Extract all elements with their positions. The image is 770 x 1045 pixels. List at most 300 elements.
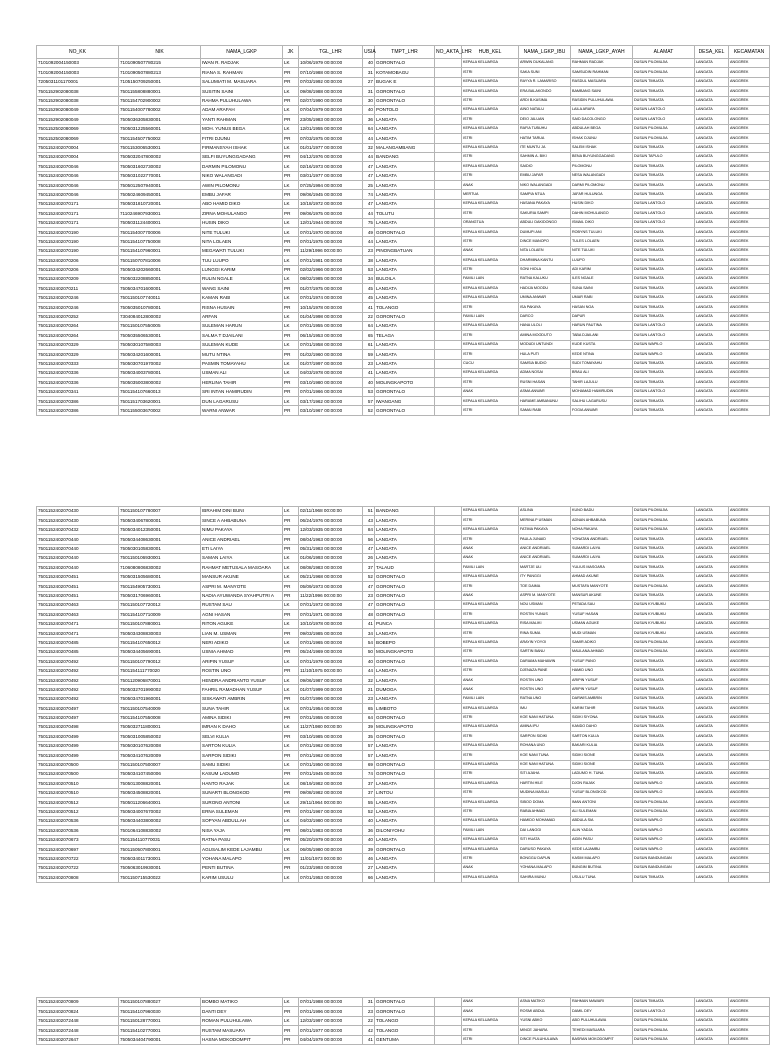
table-cell: LANGATA bbox=[695, 694, 729, 703]
table-cell: NIKO WALANGADI bbox=[201, 171, 283, 180]
table-cell: 07/01/1953 00:00:00 bbox=[299, 873, 363, 882]
table-cell: 7505011206640001 bbox=[119, 798, 201, 807]
table-cell: DAPUR bbox=[571, 312, 633, 321]
table-cell: 01/07/1975 00:00:00 bbox=[299, 284, 363, 293]
table-cell: 7501152402070386 bbox=[37, 406, 119, 415]
table-cell: HENDRA ANDRIANTO YUSUF bbox=[201, 676, 283, 685]
column-header: NO_AKTA_LHR bbox=[435, 46, 462, 59]
table-cell: MOLINGKAPOTO bbox=[375, 647, 435, 656]
table-row bbox=[37, 218, 770, 227]
table-cell: RASIDIN PULUHULAWA bbox=[571, 96, 633, 105]
table-cell: ANGGREK bbox=[729, 666, 770, 675]
table-cell: DAHIN MOHULANGO bbox=[571, 209, 633, 218]
table-cell: KUDE KUSTA bbox=[571, 340, 633, 349]
table-cell: 7501151703620001 bbox=[119, 397, 201, 406]
record-section-3 bbox=[36, 997, 770, 1045]
table-cell: ANGGREK bbox=[729, 134, 770, 143]
table-cell bbox=[435, 619, 462, 628]
table-cell: LANGATA bbox=[695, 751, 729, 760]
table-cell: LK bbox=[283, 638, 299, 647]
table-cell: 7501064108830002 bbox=[119, 826, 201, 835]
table-cell bbox=[435, 143, 462, 152]
table-cell bbox=[435, 610, 462, 619]
table-cell: 7501154107650012 bbox=[119, 638, 201, 647]
table-cell: ADI KARIM bbox=[571, 265, 633, 274]
table-cell: 7501152402070211 bbox=[37, 284, 119, 293]
table-cell: GORONTALO bbox=[375, 610, 435, 619]
table-cell: LANGATA bbox=[375, 751, 435, 760]
table-cell: LANGATA bbox=[695, 741, 729, 750]
table-cell: LANGATA bbox=[695, 638, 729, 647]
table-cell: ISA PAKAYA bbox=[519, 303, 571, 312]
table-cell: BRAU ALI bbox=[571, 368, 633, 377]
table-cell: 37 bbox=[363, 788, 375, 797]
table-cell: PR bbox=[283, 265, 299, 274]
table-cell: USMAN AGUKE bbox=[571, 619, 633, 628]
table-cell: RATNA UNO bbox=[519, 694, 571, 703]
column-header: NIK bbox=[119, 46, 201, 59]
table-cell: ANICE ANDRIAEL bbox=[201, 535, 283, 544]
table-cell: 64 bbox=[363, 713, 375, 722]
table-cell: LK bbox=[283, 293, 299, 302]
table-cell: PR bbox=[283, 835, 299, 844]
table-cell bbox=[435, 105, 462, 114]
table-cell: ANGGREK bbox=[729, 572, 770, 581]
table-cell: PETADA SAU bbox=[571, 600, 633, 609]
table-cell: ISTRI bbox=[462, 115, 519, 124]
table-cell: LANGATA bbox=[695, 816, 729, 825]
table-cell: FATIMA PAKAYA bbox=[519, 525, 571, 534]
table-cell: 7501152402070206 bbox=[37, 256, 119, 265]
table-cell: BULOILA bbox=[375, 274, 435, 283]
table-cell: SRI INTAN HAMIRUDIN bbox=[201, 387, 283, 396]
table-cell: DARIAMA MAHAWIN bbox=[519, 657, 571, 666]
table-cell: 7501152402070809 bbox=[37, 998, 119, 1007]
table-cell: 7501152402070329 bbox=[37, 340, 119, 349]
table-cell: 05/24/1969 00:00:00 bbox=[299, 647, 363, 656]
table-row bbox=[37, 751, 770, 760]
table-cell: 07/01/1962 00:00:00 bbox=[299, 751, 363, 760]
table-cell: ASNA MATIKO bbox=[519, 998, 571, 1007]
table-cell: SARTON KULIA bbox=[201, 741, 283, 750]
table-cell: HATIM TARUA bbox=[519, 134, 571, 143]
table-cell: ROSTIN UNO bbox=[519, 685, 571, 694]
table-cell: LANGATA bbox=[375, 863, 435, 872]
table-cell: MOHAMAD HAMIRUDIN bbox=[571, 387, 633, 396]
table-cell: SITI AJAHA bbox=[519, 769, 571, 778]
table-cell: 01/02/1960 00:00:00 bbox=[299, 350, 363, 359]
table-row bbox=[37, 134, 770, 143]
table-row bbox=[37, 873, 770, 882]
table-cell: AGNI HASAN bbox=[201, 610, 283, 619]
table-cell: 38 bbox=[363, 256, 375, 265]
table-cell: 40 bbox=[363, 378, 375, 387]
table-cell: 34 bbox=[363, 274, 375, 283]
table-cell: 7505031706960001 bbox=[119, 591, 201, 600]
table-cell: 7501154007780002 bbox=[119, 105, 201, 114]
table-cell: HADIJA MOODU bbox=[519, 284, 571, 293]
table-cell: KEPALA KELUARGA bbox=[462, 143, 519, 152]
table-cell: NIMU PAKAYA bbox=[201, 525, 283, 534]
table-cell bbox=[435, 134, 462, 143]
table-cell: 08/08/1983 00:00:00 bbox=[299, 563, 363, 572]
table-cell: 7501152402070499 bbox=[37, 751, 119, 760]
table-cell bbox=[435, 826, 462, 835]
table-row bbox=[37, 600, 770, 609]
table-row bbox=[37, 553, 770, 562]
table-cell: PR bbox=[283, 209, 299, 218]
table-cell: 44 bbox=[363, 209, 375, 218]
table-cell: LANGATA bbox=[695, 237, 729, 246]
table-cell: 7501150107500007 bbox=[119, 760, 201, 769]
table-cell: 09/06/1945 00:00:00 bbox=[299, 190, 363, 199]
column-header: NAMA_LGKP_AYAH bbox=[571, 46, 633, 59]
table-cell bbox=[435, 507, 462, 516]
table-row bbox=[37, 998, 770, 1007]
table-cell: BANDANG bbox=[375, 507, 435, 516]
table-cell bbox=[435, 544, 462, 553]
table-cell: SOPYAN ABDULLAH bbox=[201, 816, 283, 825]
table-cell: ISTRI bbox=[462, 378, 519, 387]
table-cell: 7505034404790001 bbox=[119, 1035, 201, 1044]
table-cell: 7501154107960030 bbox=[119, 1007, 201, 1016]
table-cell: 7205031101170001 bbox=[37, 77, 119, 86]
table-cell: 53 bbox=[363, 265, 375, 274]
table-cell: 05/20/1979 00:00:00 bbox=[299, 835, 363, 844]
table-cell: 56 bbox=[363, 535, 375, 544]
table-cell: 48 bbox=[363, 610, 375, 619]
table-cell: DUSUN LANTOLO bbox=[633, 199, 695, 208]
table-cell: BANDANG bbox=[375, 152, 435, 161]
table-cell: LANGATA bbox=[375, 854, 435, 863]
table-row bbox=[37, 798, 770, 807]
table-cell: GORONTALO bbox=[375, 312, 435, 321]
table-cell: ANGGREK bbox=[729, 1035, 770, 1044]
table-cell: ANGGREK bbox=[729, 59, 770, 68]
table-cell: 7110246907930001 bbox=[119, 209, 201, 218]
table-cell: LANGATA bbox=[695, 340, 729, 349]
table-cell: PILOMONU bbox=[571, 162, 633, 171]
table-cell: 7501152402070497 bbox=[37, 704, 119, 713]
table-cell: RAYYA R. LAMARISO bbox=[519, 77, 571, 86]
table-cell: 7501152402070190 bbox=[37, 228, 119, 237]
table-cell bbox=[435, 845, 462, 854]
table-cell: DUSUN TIMUATA bbox=[633, 751, 695, 760]
table-cell: RIANA S. RAHMAN bbox=[201, 68, 283, 77]
table-cell: 57 bbox=[363, 741, 375, 750]
table-cell: ANGGREK bbox=[729, 171, 770, 180]
table-cell: 7505034408630001 bbox=[119, 535, 201, 544]
table-cell: LANGATA bbox=[695, 807, 729, 816]
table-cell: ANGGREK bbox=[729, 1007, 770, 1016]
table-row bbox=[37, 143, 770, 152]
table-cell: PR bbox=[283, 826, 299, 835]
table-cell: 23 bbox=[363, 359, 375, 368]
table-cell: SINCE A AHBABUNA bbox=[201, 516, 283, 525]
table-cell: ANGGREK bbox=[729, 563, 770, 572]
table-cell: PR bbox=[283, 387, 299, 396]
table-cell: 10/18/1972 00:00:00 bbox=[299, 199, 363, 208]
table-cell: BAKARI KULIA bbox=[571, 741, 633, 750]
table-cell: 23 bbox=[363, 1007, 375, 1016]
table-cell: 7505012507940001 bbox=[119, 181, 201, 190]
table-cell: LANGATA bbox=[695, 350, 729, 359]
table-cell: RABIA AHMAD bbox=[519, 807, 571, 816]
table-cell: 7505024609450001 bbox=[119, 190, 201, 199]
table-cell: RATNA KALUKU bbox=[519, 274, 571, 283]
table-cell: TAHIR LAJULU bbox=[571, 378, 633, 387]
table-cell: PR bbox=[283, 525, 299, 534]
table-cell: SUSITIN SAINI bbox=[201, 87, 283, 96]
table-cell: ANGGREK bbox=[729, 331, 770, 340]
table-cell bbox=[435, 863, 462, 872]
table-row bbox=[37, 368, 770, 377]
table-cell: SAMSIA BUDIO bbox=[519, 359, 571, 368]
table-cell: PR bbox=[283, 694, 299, 703]
table-cell: LANGATA bbox=[695, 998, 729, 1007]
table-row bbox=[37, 835, 770, 844]
table-cell: KEPALA KELUARGA bbox=[462, 293, 519, 302]
table-cell: 51 bbox=[363, 507, 375, 516]
table-cell: SAKA SUNI bbox=[519, 68, 571, 77]
table-cell: ANGGREK bbox=[729, 143, 770, 152]
table-cell: DUSUN TIMUATA bbox=[633, 713, 695, 722]
table-cell bbox=[435, 387, 462, 396]
table-cell: ABDULAH BEGA bbox=[571, 124, 633, 133]
table-cell: 40 bbox=[363, 105, 375, 114]
table-cell: 07/01/1966 00:00:00 bbox=[299, 387, 363, 396]
table-cell: 52 bbox=[363, 572, 375, 581]
table-cell: BASRAN MOKODOMPIT bbox=[571, 1035, 633, 1044]
table-cell: LK bbox=[283, 368, 299, 377]
table-cell: DUSUN PILOMUJIA bbox=[633, 1016, 695, 1025]
table-cell: NIKO WALANGADI bbox=[519, 181, 571, 190]
table-cell: LANGATA bbox=[695, 143, 729, 152]
table-cell: RISA MALIKI bbox=[519, 619, 571, 628]
table-cell: LK bbox=[283, 685, 299, 694]
table-cell: LK bbox=[283, 359, 299, 368]
table-cell: 01/01/1977 00:00:00 bbox=[299, 143, 363, 152]
table-row bbox=[37, 171, 770, 180]
records-body-2 bbox=[37, 507, 770, 883]
table-cell: PR bbox=[283, 96, 299, 105]
table-cell: LANGATA bbox=[695, 835, 729, 844]
table-cell: DUSUN TIMUATA bbox=[633, 572, 695, 581]
table-cell: 07/03/1975 00:00:00 bbox=[299, 134, 363, 143]
table-cell: 53 bbox=[363, 387, 375, 396]
table-cell: ANICE ANDRIAEL bbox=[519, 553, 571, 562]
table-cell: ISTRI bbox=[462, 1026, 519, 1035]
table-cell: 7501152402070440 bbox=[37, 553, 119, 562]
table-cell: KEPALA KELUARGA bbox=[462, 368, 519, 377]
table-cell: DUSUN PILOMUJIA bbox=[633, 68, 695, 77]
table-cell: 7501154905730001 bbox=[119, 582, 201, 591]
table-row bbox=[37, 591, 770, 600]
table-cell: 7304084012800002 bbox=[119, 312, 201, 321]
table-cell: ANGGREK bbox=[729, 68, 770, 77]
table-row bbox=[37, 807, 770, 816]
table-cell: 7501152402070510 bbox=[37, 788, 119, 797]
table-cell: ISTRI bbox=[462, 629, 519, 638]
table-cell: LK bbox=[283, 563, 299, 572]
table-row bbox=[37, 68, 770, 77]
table-cell: 09/08/1982 00:00:00 bbox=[299, 788, 363, 797]
table-cell: LANGATA bbox=[375, 535, 435, 544]
table-cell: ANGGREK bbox=[729, 115, 770, 124]
table-row bbox=[37, 237, 770, 246]
table-cell: 35 bbox=[363, 732, 375, 741]
table-cell bbox=[435, 798, 462, 807]
table-cell: GORONTALO bbox=[375, 769, 435, 778]
table-cell: DUSUN WAPILO bbox=[633, 826, 695, 835]
table-cell: DUSUN LANTOLO bbox=[633, 218, 695, 227]
table-cell: SARTIN BANU bbox=[519, 647, 571, 656]
table-cell: IBRAHIM DINI BUNI bbox=[201, 507, 283, 516]
table-cell: 06/05/1980 00:00:00 bbox=[299, 845, 363, 854]
table-cell: DUSUN TIMUATA bbox=[633, 722, 695, 731]
table-cell: NISA YAJA bbox=[201, 826, 283, 835]
table-cell: 40 bbox=[363, 657, 375, 666]
table-cell: DUSUN PILOMUJIA bbox=[633, 638, 695, 647]
table-cell bbox=[435, 162, 462, 171]
table-cell: ANGGREK bbox=[729, 368, 770, 377]
table-cell: ISTRI bbox=[462, 303, 519, 312]
table-cell: ISTRI bbox=[462, 516, 519, 525]
table-row bbox=[37, 293, 770, 302]
table-cell: LANGATA bbox=[695, 544, 729, 553]
table-cell: LANGATA bbox=[695, 722, 729, 731]
table-cell: ANGGREK bbox=[729, 863, 770, 872]
table-cell: ISTRI bbox=[462, 1035, 519, 1044]
table-cell: 7505031505680001 bbox=[119, 572, 201, 581]
table-cell: 42 bbox=[363, 1026, 375, 1035]
table-cell bbox=[435, 807, 462, 816]
table-cell: DUSUN TIMUATA bbox=[633, 256, 695, 265]
table-row bbox=[37, 246, 770, 255]
table-cell: DUSUN TIMUATA bbox=[633, 143, 695, 152]
table-cell: 47 bbox=[363, 600, 375, 609]
table-cell: DINCE MANOPO bbox=[519, 237, 571, 246]
table-cell: SARPON SIDIKI bbox=[201, 751, 283, 760]
table-cell: LANGATA bbox=[695, 387, 729, 396]
table-row bbox=[37, 563, 770, 572]
records-body-3 bbox=[37, 998, 770, 1045]
table-cell: 11/01/1973 00:00:00 bbox=[299, 854, 363, 863]
table-cell: LK bbox=[283, 143, 299, 152]
table-cell: USMAN ALI bbox=[201, 368, 283, 377]
table-cell: DUSUN LANTOLO bbox=[633, 105, 695, 114]
table-cell: LANGATA bbox=[375, 359, 435, 368]
table-cell: ISTRI bbox=[462, 237, 519, 246]
table-cell: FOGIA ANWAR bbox=[571, 406, 633, 415]
table-cell bbox=[435, 237, 462, 246]
table-cell: ADNAN AHBABUNA bbox=[571, 516, 633, 525]
table-cell: RAHMA PULUHULAWA bbox=[201, 96, 283, 105]
table-cell bbox=[435, 713, 462, 722]
table-cell: ANGGREK bbox=[729, 265, 770, 274]
table-cell: ANGGREK bbox=[729, 378, 770, 387]
table-cell bbox=[435, 190, 462, 199]
table-cell bbox=[435, 779, 462, 788]
table-cell: AIDIN PASU bbox=[571, 835, 633, 844]
table-cell: KEPALA KELUARGA bbox=[462, 619, 519, 628]
table-cell bbox=[435, 563, 462, 572]
table-cell: ANGGREK bbox=[729, 769, 770, 778]
table-cell: DUSUN TIMUATA bbox=[633, 77, 695, 86]
column-header: NAMA_LGKP bbox=[201, 46, 283, 59]
table-cell: ANGGREK bbox=[729, 779, 770, 788]
table-cell: PASMIN TOMAYAHU bbox=[201, 359, 283, 368]
table-cell: 7505034403800002 bbox=[119, 816, 201, 825]
table-cell: LK bbox=[283, 87, 299, 96]
table-cell: 04/12/1976 00:00:00 bbox=[299, 152, 363, 161]
table-cell bbox=[435, 553, 462, 562]
table-cell: 03/10/1985 00:00:00 bbox=[299, 732, 363, 741]
table-cell: DUSUN LANTOLO bbox=[633, 387, 695, 396]
table-cell: 7501152402070386 bbox=[37, 397, 119, 406]
table-cell: KEPALA KELUARGA bbox=[462, 162, 519, 171]
table-cell: PR bbox=[283, 406, 299, 415]
table-cell: 03/01/1977 00:00:00 bbox=[299, 171, 363, 180]
table-row bbox=[37, 816, 770, 825]
table-cell: AGUSALIM KEDE LAJAMBU bbox=[201, 845, 283, 854]
table-cell: LK bbox=[283, 760, 299, 769]
table-cell: ROSTIN UNO bbox=[201, 666, 283, 675]
table-cell: ANGGREK bbox=[729, 303, 770, 312]
table-cell: LANGATA bbox=[695, 171, 729, 180]
table-cell: DARCO bbox=[519, 312, 571, 321]
table-cell: 7505030107580003 bbox=[119, 340, 201, 349]
table-cell: LANGATA bbox=[695, 199, 729, 208]
table-cell: LANGATA bbox=[695, 1026, 729, 1035]
table-cell: DUSUN TIMUATA bbox=[633, 171, 695, 180]
table-cell: FAMILI LAIN bbox=[462, 826, 519, 835]
records-table-3 bbox=[36, 997, 770, 1045]
table-cell bbox=[435, 77, 462, 86]
table-cell: 7505031022770001 bbox=[119, 171, 201, 180]
table-cell: LANGATA bbox=[375, 798, 435, 807]
table-cell: 7101090507880213 bbox=[119, 68, 201, 77]
table-cell: LANGATA bbox=[695, 507, 729, 516]
table-cell: LIMBOTO bbox=[375, 704, 435, 713]
table-cell: SULEMAN HARUN bbox=[201, 321, 283, 330]
table-cell: MUDI USMAN bbox=[571, 629, 633, 638]
table-cell: 7501152402070432 bbox=[37, 525, 119, 534]
table-cell: IMRAN K DAHO bbox=[201, 722, 283, 731]
table-cell: 25 bbox=[363, 181, 375, 190]
table-cell: 22 bbox=[363, 312, 375, 321]
table-cell: 7505034107450006 bbox=[119, 769, 201, 778]
table-cell: 07/01/1972 00:00:00 bbox=[299, 600, 363, 609]
table-cell bbox=[435, 265, 462, 274]
table-cell: 11/29/1996 00:00:00 bbox=[299, 246, 363, 255]
table-cell: 7501152402070498 bbox=[37, 722, 119, 731]
table-cell: ASLINA bbox=[519, 507, 571, 516]
table-cell bbox=[435, 406, 462, 415]
table-cell: 64 bbox=[363, 124, 375, 133]
table-cell: LANGATA bbox=[695, 553, 729, 562]
table-cell: 7505034701600001 bbox=[119, 284, 201, 293]
table-cell: 7501152402070492 bbox=[37, 676, 119, 685]
table-row bbox=[37, 769, 770, 778]
table-cell: 01/23/1993 00:00:00 bbox=[299, 863, 363, 872]
table-cell: RAHMAT METUSALA MASOARA bbox=[201, 563, 283, 572]
table-cell: 23 bbox=[363, 694, 375, 703]
table-cell: ANGGREK bbox=[729, 105, 770, 114]
table-cell: FAMILI LAIN bbox=[462, 563, 519, 572]
table-cell: LANGATA bbox=[695, 96, 729, 105]
table-cell: DUSUN TIMUATA bbox=[633, 591, 695, 600]
